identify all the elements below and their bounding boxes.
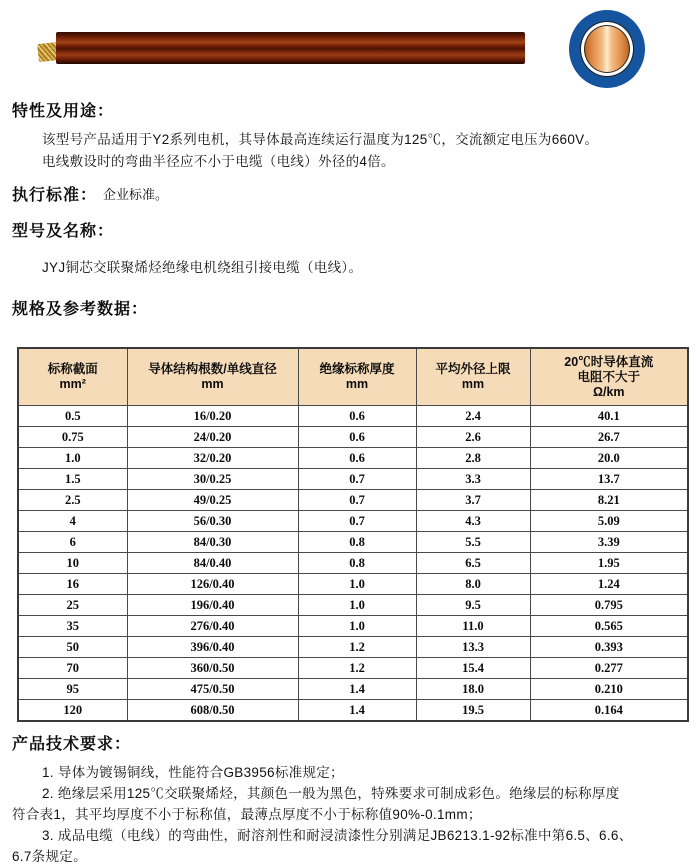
table-row [18, 406, 688, 427]
standard-heading [12, 186, 688, 205]
table-cell: 1.5 [18, 469, 127, 490]
tech-line-2: 2. 绝缘层采用125℃交联聚烯烃，其颜色一般为黑色，特殊要求可制成彩色。绝缘层的标称厚度 [42, 786, 620, 801]
table-cell: 16 [18, 574, 127, 595]
table-cell: 5.5 [416, 532, 530, 553]
table-cell: 0.6 [298, 448, 416, 469]
table-cell: 0.164 [530, 700, 688, 722]
table-cell: 30/0.25 [127, 469, 298, 490]
header-unit: mm² [59, 377, 86, 391]
table-row [18, 448, 688, 469]
header-unit: mm [461, 377, 485, 391]
table-row [18, 637, 688, 658]
table-cell: 1.0 [298, 574, 416, 595]
table-row [18, 658, 688, 679]
table-cell: 1.2 [298, 637, 416, 658]
table-cell: 8.21 [530, 490, 688, 511]
table-row [18, 595, 688, 616]
table-row [18, 679, 688, 700]
header-label2: 电阻不大于 [577, 369, 640, 384]
header-unit: mm [201, 377, 224, 391]
table-cell: 13.3 [416, 637, 530, 658]
table-cell: 35 [18, 616, 127, 637]
table-cell: 49/0.25 [127, 490, 298, 511]
table-cell: 0.75 [18, 427, 127, 448]
table-cell: 6 [18, 532, 127, 553]
header-label: 20℃时导体直流 [564, 354, 654, 369]
tech-requirements-heading: 产品技术要求： [12, 736, 132, 753]
table-cell: 396/0.40 [127, 637, 298, 658]
table-cell: 0.6 [298, 427, 416, 448]
features-paragraph [12, 129, 688, 173]
table-cell: 10 [18, 553, 127, 574]
table-cell: 84/0.40 [127, 553, 298, 574]
table-cell: 25 [18, 595, 127, 616]
specs-heading: 规格及参考数据： [12, 301, 149, 318]
table-cell: 20.0 [530, 448, 688, 469]
tech-line-3: 符合表1，其平均厚度不小于标称值，最薄点厚度不小于标称值90%-0.1mm； [12, 807, 482, 822]
table-cell: 0.393 [530, 637, 688, 658]
tech-requirements-paragraph [12, 762, 688, 867]
table-row [18, 616, 688, 637]
standard-heading-label: 执行标准： [12, 187, 98, 204]
header-cell-conductor-structure [127, 348, 298, 406]
table-cell: 56/0.30 [127, 511, 298, 532]
table-cell: 26.7 [530, 427, 688, 448]
table-cell: 50 [18, 637, 127, 658]
table-cell: 608/0.50 [127, 700, 298, 722]
table-cell: 0.7 [298, 469, 416, 490]
table-cell: 2.5 [18, 490, 127, 511]
table-cell: 1.0 [298, 595, 416, 616]
table-cell: 9.5 [416, 595, 530, 616]
header-unit: Ω/km [592, 384, 625, 399]
table-cell: 13.7 [530, 469, 688, 490]
spec-table-body [18, 406, 688, 722]
table-cell: 95 [18, 679, 127, 700]
table-cell: 3.39 [530, 532, 688, 553]
table-row [18, 427, 688, 448]
model-line: JYJ铜芯交联聚烯烃绝缘电机绕组引接电缆（电线）。 [42, 260, 363, 275]
table-cell: 6.5 [416, 553, 530, 574]
table-cell: 11.0 [416, 616, 530, 637]
table-cell: 0.8 [298, 553, 416, 574]
table-cell: 24/0.20 [127, 427, 298, 448]
table-row [18, 574, 688, 595]
table-cell: 1.4 [298, 679, 416, 700]
table-cell: 0.795 [530, 595, 688, 616]
table-cell: 126/0.40 [127, 574, 298, 595]
table-row [18, 469, 688, 490]
table-row [18, 700, 688, 722]
table-cell: 1.95 [530, 553, 688, 574]
table-row [18, 553, 688, 574]
spec-table [17, 347, 689, 722]
table-cell: 2.4 [416, 406, 530, 427]
header-row [18, 348, 688, 406]
insulation-ring [580, 21, 634, 77]
header-cell-nominal-section [18, 348, 127, 406]
header-label: 导体结构根数/单线直径 [148, 362, 277, 376]
tech-line-4: 3. 成品电缆（电线）的弯曲性，耐溶剂性和耐浸渍漆性分别满足JB6213.1-92标准中第6.5、6.6、 [42, 828, 633, 843]
document-body [0, 103, 700, 867]
table-cell: 5.09 [530, 511, 688, 532]
table-cell: 18.0 [416, 679, 530, 700]
table-cell: 84/0.30 [127, 532, 298, 553]
table-cell: 1.24 [530, 574, 688, 595]
table-cell: 196/0.40 [127, 595, 298, 616]
features-line-2: 电线敷设时的弯曲半径应不小于电缆（电线）外径的4倍。 [42, 154, 395, 169]
table-cell: 1.0 [18, 448, 127, 469]
copper-core [584, 25, 630, 73]
table-cell: 0.5 [18, 406, 127, 427]
table-cell: 70 [18, 658, 127, 679]
table-cell: 1.4 [298, 700, 416, 722]
header-cell-dc-resistance [530, 348, 688, 406]
table-cell: 0.7 [298, 490, 416, 511]
table-cell: 0.8 [298, 532, 416, 553]
spec-table-header [18, 348, 688, 406]
model-paragraph [12, 257, 688, 279]
table-cell: 0.210 [530, 679, 688, 700]
table-cell: 4.3 [416, 511, 530, 532]
table-cell: 120 [18, 700, 127, 722]
table-cell: 276/0.40 [127, 616, 298, 637]
table-cell: 1.2 [298, 658, 416, 679]
table-cell: 3.7 [416, 490, 530, 511]
features-line-1: 该型号产品适用于Y2系列电机，其导体最高连续运行温度为125℃，交流额定电压为660V。 [42, 132, 599, 147]
tech-line-1: 1. 导体为镀锡铜线，性能符合GB3956标准规定； [42, 765, 344, 780]
table-row [18, 490, 688, 511]
table-cell: 0.6 [298, 406, 416, 427]
product-photo [0, 0, 700, 100]
header-unit: mm [345, 377, 369, 391]
table-cell: 3.3 [416, 469, 530, 490]
header-cell-insulation-thickness [298, 348, 416, 406]
features-heading: 特性及用途： [12, 103, 115, 120]
table-cell: 15.4 [416, 658, 530, 679]
table-cell: 2.6 [416, 427, 530, 448]
standard-value: 企业标准。 [103, 187, 169, 202]
model-heading: 型号及名称： [12, 223, 115, 240]
table-cell: 1.0 [298, 616, 416, 637]
table-cell: 0.7 [298, 511, 416, 532]
table-cell: 19.5 [416, 700, 530, 722]
table-cell: 16/0.20 [127, 406, 298, 427]
header-label: 平均外径上限 [435, 362, 511, 376]
cable-cross-section-diagram [569, 10, 645, 88]
header-label: 绝缘标称厚度 [319, 362, 395, 376]
table-cell: 4 [18, 511, 127, 532]
table-cell: 360/0.50 [127, 658, 298, 679]
table-cell: 8.0 [416, 574, 530, 595]
header-label: 标称截面 [47, 362, 98, 376]
tech-line-5: 6.7条规定。 [12, 849, 87, 864]
table-cell: 475/0.50 [127, 679, 298, 700]
table-cell: 2.8 [416, 448, 530, 469]
table-cell: 0.277 [530, 658, 688, 679]
table-cell: 40.1 [530, 406, 688, 427]
table-row [18, 511, 688, 532]
table-cell: 32/0.20 [127, 448, 298, 469]
header-cell-mean-outer-diameter [416, 348, 530, 406]
cable-jacket [56, 32, 525, 64]
table-cell: 0.565 [530, 616, 688, 637]
table-row [18, 532, 688, 553]
